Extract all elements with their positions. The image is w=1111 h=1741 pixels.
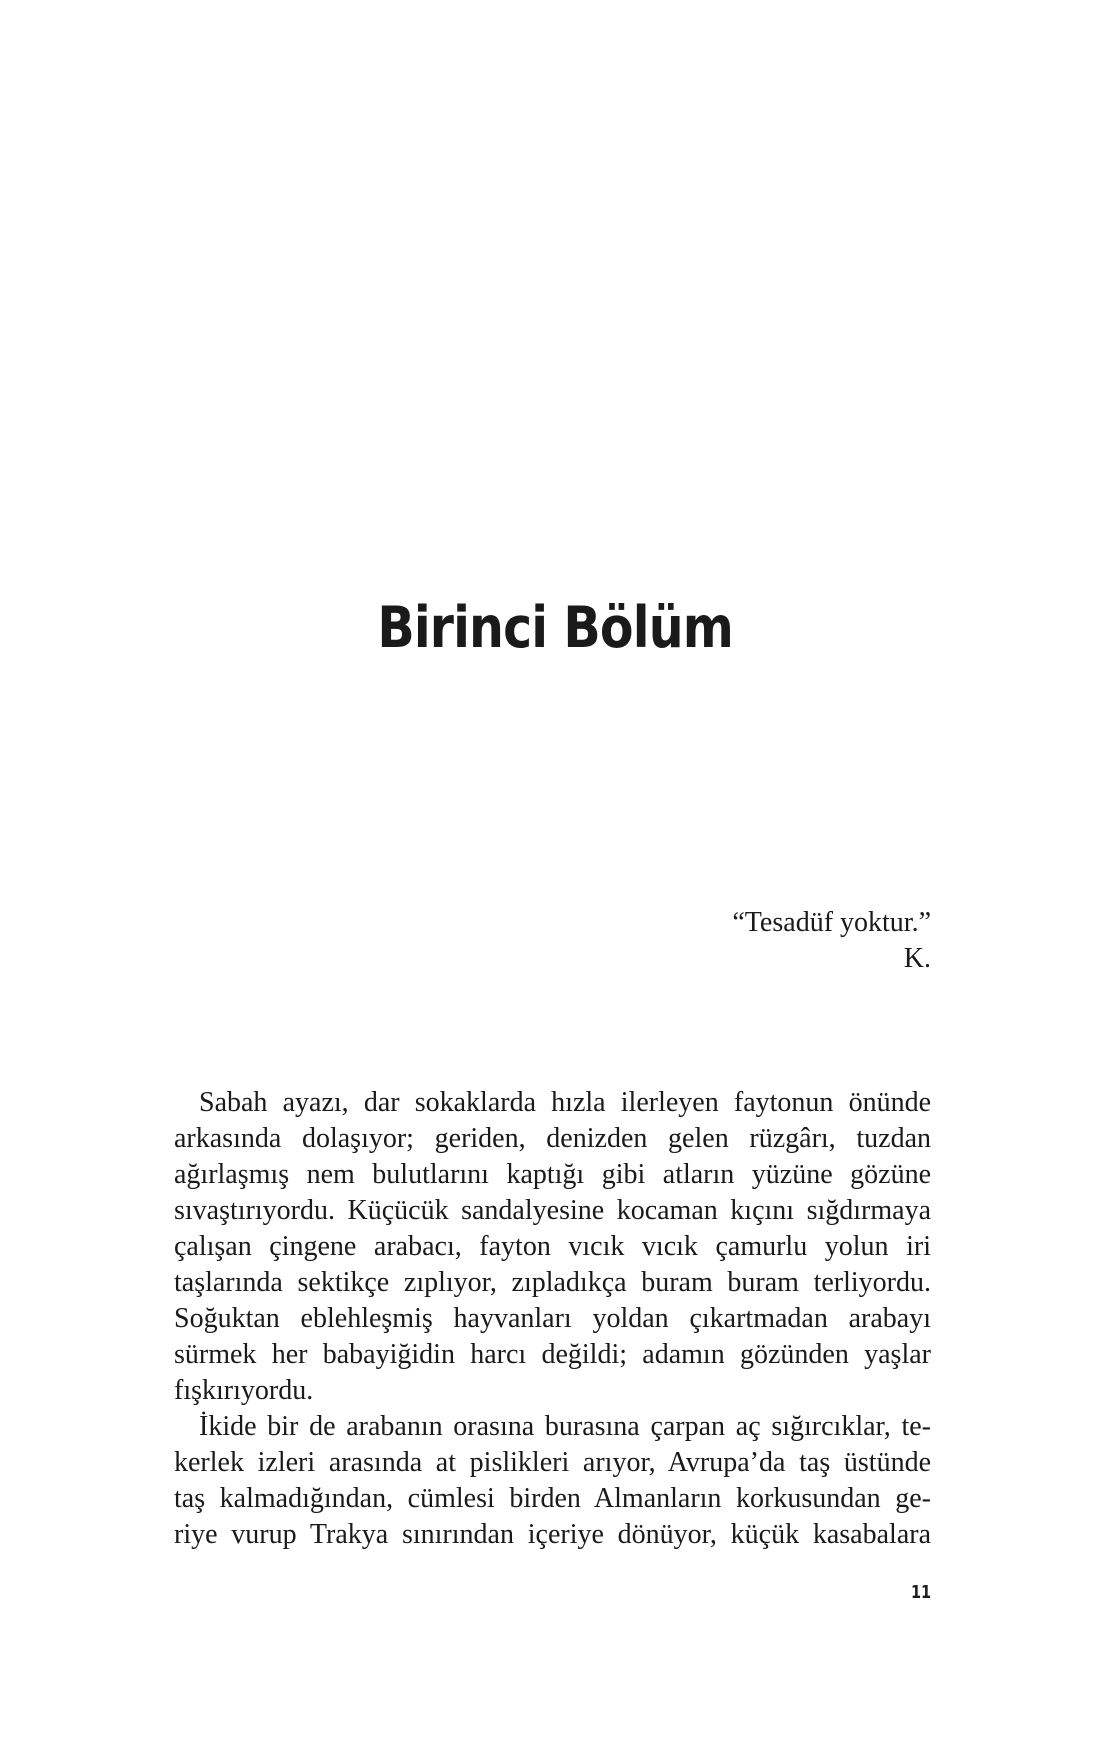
text-line: sıvaştırıyordu. Küçücük sandalyesine kocaman kıçını sığdırmaya — [174, 1195, 931, 1226]
epigraph-attribution: K. — [903, 943, 931, 974]
text-line: Sabah ayazı, dar sokaklarda hızla ilerleyen faytonun önünde — [199, 1087, 931, 1118]
body-text — [174, 1085, 931, 1553]
chapter-title: Birinci Bölüm — [377, 595, 733, 661]
text-line: sürmek her babayiğidin harcı değildi; adamın gözünden yaşlar — [174, 1339, 931, 1370]
paragraph — [174, 1409, 931, 1553]
text-line: kerlek izleri arasında at pislikleri arıyor, Avrupa’da taş üstünde — [174, 1447, 931, 1478]
text-line: ağırlaşmış nem bulutlarını kaptığı gibi atların yüzüne gözüne — [174, 1159, 931, 1190]
text-line: Soğuktan eblehleşmiş hayvanları yoldan çıkartmadan arabayı — [174, 1303, 931, 1334]
text-line: taşlarında sektikçe zıplıyor, zıpladıkça buram buram terliyordu. — [174, 1267, 931, 1298]
text-line: taş kalmadığından, cümlesi birden Almanların korkusundan ge- — [174, 1483, 931, 1514]
text-line: çalışan çingene arabacı, fayton vıcık vıcık çamurlu yolun iri — [174, 1231, 931, 1262]
page-number: 11 — [910, 1582, 931, 1603]
text-line: riye vurup Trakya sınırından içeriye dönüyor, küçük kasabalara — [174, 1519, 931, 1550]
epigraph — [732, 905, 931, 977]
paragraph — [174, 1085, 931, 1409]
text-line: İkide bir de arabanın orasına burasına çarpan aç sığırcıklar, te- — [199, 1411, 931, 1442]
text-line: arkasında dolaşıyor; geriden, denizden gelen rüzgârı, tuzdan — [174, 1123, 931, 1154]
text-line: fışkırıyordu. — [174, 1375, 314, 1406]
epigraph-quote: “Tesadüf yoktur.” — [732, 907, 931, 938]
